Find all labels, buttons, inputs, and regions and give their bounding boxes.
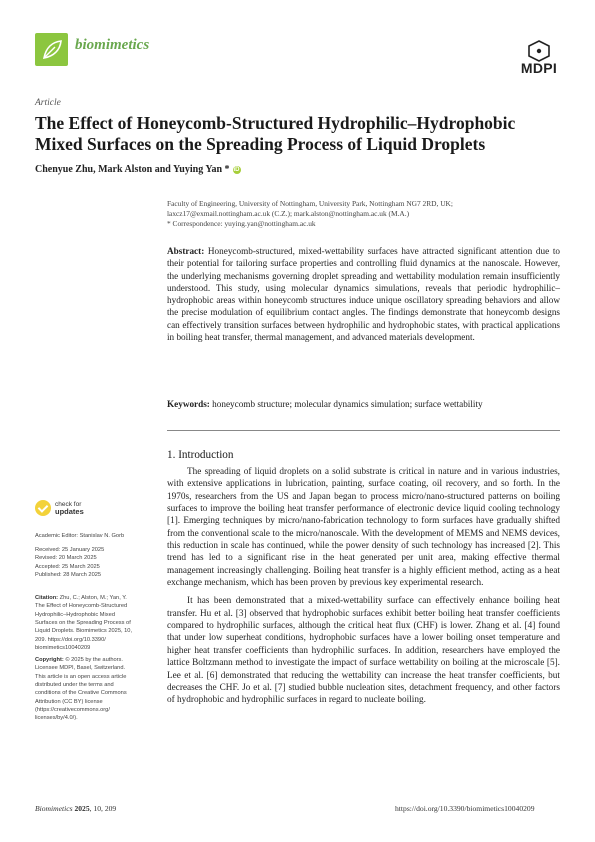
copyright-block [35,656,160,723]
journal-name[interactable]: biomimetics [75,37,150,53]
journal-logo[interactable] [35,33,68,66]
section-heading: 1. Introduction [167,449,234,461]
copyright-line: © 2025 by the authors. [65,657,123,663]
citation-line: Surfaces on the Spreading Process of [35,620,131,627]
article-type: Article [35,98,61,108]
citation-line: Liquid Droplets. Biomimetics 2025, 10, [35,628,133,635]
abstract-label: Abstract: [167,246,205,256]
affiliation-block [167,199,562,229]
keywords-text: honeycomb structure; molecular dynamics simulation; surface wettability [212,399,483,409]
citation-doi-link[interactable]: 209. https://doi.org/10.3390/ [35,636,106,643]
copyright-line: distributed under the terms and [35,682,114,689]
check-line2: updates [55,507,84,516]
correspondence: * Correspondence: yuying.yan@nottingham.ac.uk [167,219,316,228]
accepted-date: Accepted: 25 March 2025 [35,563,100,570]
license-link[interactable]: (https://creativecommons.org/ [35,707,110,714]
leaf-icon [40,38,64,62]
divider [167,430,560,431]
footer-doi-link[interactable]: https://doi.org/10.3390/biomimetics10040209 [395,804,535,813]
license-link[interactable]: licenses/by/4.0/). [35,715,78,722]
copyright-label: Copyright: [35,657,64,663]
check-line1: check for [55,501,82,508]
revised-date: Revised: 20 March 2025 [35,555,97,562]
publisher-logo[interactable] [517,40,561,76]
publisher-name: MDPI [520,60,558,76]
footer-journal: Biomimetics [35,804,73,813]
academic-editor: Academic Editor: Stanislav N. Gorb [35,533,125,539]
citation-label: Citation: [35,595,59,601]
orcid-icon[interactable]: iD [233,166,240,173]
abstract-text: Honeycomb-structured, mixed-wettability surfaces have attracted significant attention due to their potential for tailoring surface properties and controlling fluid dynamics at the nanoscale. However, the underlying mechanisms governing droplet spreading and wettability modulation remain insufficiently understood. This study, using molecular dynamics simulations, reveals that periodic hydrophilic–hydrophobic areas within honeycomb structures induce unique oscillatory spreading behaviors and allow the precise modulation of equilibrium contact angles. The findings demonstrate that honeycomb designs can effectively transition surfaces between hydrophilic and hydrophobic states, with practical applications in boiling heat transfer, thermal management, and advanced materials development. [167,246,560,343]
abstract [167,245,560,343]
checkmark-icon [35,500,51,516]
authors-text: Chenyue Zhu, Mark Alston and Yuying Yan * [35,164,230,175]
citation-line: Zhu, C.; Alston, M.; Yan, Y. [59,595,127,601]
dates-block [35,546,160,579]
paper-title: The Effect of Honeycomb-Structured Hydrophilic–Hydrophobic Mixed Surfaces on the Spreading Process of Liquid Droplets [35,113,516,154]
affiliation-emails: laxcz17@exmail.nottingham.ac.uk (C.Z.); mark.alston@nottingham.ac.uk (M.A.) [167,209,410,218]
check-for-updates-badge[interactable] [35,500,84,516]
citation-line: The Effect of Honeycomb-Structured [35,603,128,610]
citation-line: Hydrophilic–Hydrophobic Mixed [35,611,115,618]
copyright-line: conditions of the Creative Commons [35,690,127,697]
body-text [167,466,560,707]
received-date: Received: 25 January 2025 [35,547,105,553]
keywords [167,398,560,410]
footer-volume: , 10, 209 [89,804,117,813]
paragraph: The spreading of liquid droplets on a solid substrate is critical in nature and in various industries, with extensive applications in lubrication, painting, surface coating, oil recovery, and so forth. In the 1970s, researchers from the US and Japan began to process micro/nano-structured patterns on boiling surfaces to improve the boiling heat transfer performance of electronic device liquid cooling technology [1]. Emerging techniques by micro/nano-fabrication technology to form surfaces have gradually shifted from the conventional scale to the micro/nanoscale. With the development of MEMS and NEMS devices, this reduction in scale has continued, while the power density of such technology has increased [2]. This trend has led to a significant rise in the heat generated per unit area, making effective thermal management increasingly challenging. Boiling heat transfer is a highly efficient method, acting as a heat exchange mechanism, which has been proven by previous key experimental research. [167,467,560,589]
paragraph: It has been demonstrated that a mixed-wettability surface can effectively enhance boiling heat transfer. Hu et al. [3] observed that hydrophobic surfaces exhibit better boiling heat transfer coefficients compared to hydrophilic surfaces, although the critical heat flux (CHF) is lower. Zhang et al. [4] found that under low superheat conditions, hydrophobic surfaces have a lower boiling onset temperature and higher heat transfer coefficients than hydrophilic surfaces. In addition, researchers have employed the lattice Boltzmann method to investigate the impact of surface wettability on boiling at the microscale [5]. Lee et al. [6] demonstrated that reducing the wettability can increase the heat transfer coefficients, but decreases the CHF. Jo et al. [7] studied bubble nucleation sites, detachment frequency, and other factors of hydrophobic and hydrophilic surfaces in regard to nucleate boiling. [167,596,560,706]
hexagon-icon [527,40,551,62]
keywords-label: Keywords: [167,399,210,409]
citation-block [35,594,160,652]
affiliation-line: Faculty of Engineering, University of Nottingham, University Park, Nottingham NG7 2RD, UK; [167,199,453,208]
author-list [35,164,241,175]
published-date: Published: 28 March 2025 [35,572,102,579]
copyright-line: Attribution (CC BY) license [35,698,103,705]
copyright-line: Licensee MDPI, Basel, Switzerland. [35,665,126,672]
citation-doi-link[interactable]: biomimetics10040209 [35,645,91,652]
copyright-line: This article is an open access article [35,673,127,680]
footer-year: 2025 [74,804,90,813]
footer-journal-info [35,804,116,813]
